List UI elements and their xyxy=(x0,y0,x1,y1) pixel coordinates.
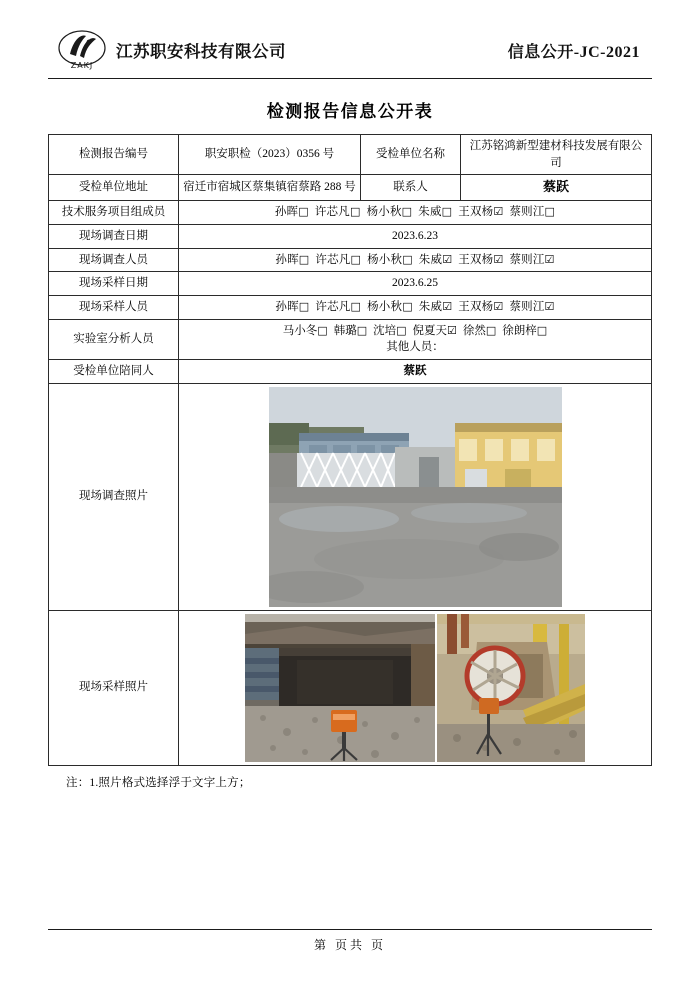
document-code: 信息公开-JC-2021 xyxy=(507,43,640,61)
checkbox-unchecked-icon[interactable]: □ xyxy=(298,299,310,313)
person-name: 蔡则江 xyxy=(509,300,545,313)
person-checkbox-item[interactable] xyxy=(458,252,503,269)
checkbox-unchecked-icon[interactable]: □ xyxy=(350,252,362,266)
person-checkbox-item[interactable] xyxy=(367,299,413,316)
checkbox-unchecked-icon[interactable]: □ xyxy=(298,205,309,219)
person-name: 沈培 xyxy=(373,324,397,337)
sampling-staff-label: 现场采样人员 xyxy=(49,295,179,319)
lab-staff-label: 实验室分析人员 xyxy=(49,319,179,359)
person-checkbox-item[interactable] xyxy=(418,204,452,221)
person-checkbox-item[interactable] xyxy=(413,323,457,340)
page-title: 检测报告信息公开表 xyxy=(266,102,434,121)
person-checkbox-item[interactable] xyxy=(419,252,452,269)
photo-sampling-cell xyxy=(179,610,652,765)
page-footer xyxy=(48,929,652,953)
person-checkbox-item[interactable] xyxy=(315,252,361,269)
page-number: 第 页共 页 xyxy=(313,938,386,952)
checkbox-checked-icon[interactable]: ☑ xyxy=(493,252,504,266)
svg-text:ZAKJ: ZAKJ xyxy=(70,61,94,70)
table-row xyxy=(49,175,652,201)
person-checkbox-item[interactable] xyxy=(283,323,328,340)
survey-photo xyxy=(269,387,562,607)
checkbox-checked-icon[interactable]: ☑ xyxy=(544,252,555,266)
checkbox-unchecked-icon[interactable]: □ xyxy=(317,323,328,337)
person-name: 蔡则江 xyxy=(509,253,545,266)
person-checkbox-item[interactable] xyxy=(315,299,361,316)
report-no-label: 检测报告编号 xyxy=(49,135,179,175)
client-value: 江苏铭鸿新型建材科技发展有限公司 xyxy=(461,135,652,175)
person-checkbox-item[interactable] xyxy=(509,204,555,221)
sampling-photo-right xyxy=(437,614,585,762)
address-value: 宿迁市宿城区蔡集镇宿蔡路 288 号 xyxy=(179,175,361,201)
checkbox-unchecked-icon[interactable]: □ xyxy=(396,323,407,337)
person-name: 杨小秋 xyxy=(366,206,402,219)
person-checkbox-item[interactable] xyxy=(367,252,413,269)
escort-value: 蔡跃 xyxy=(179,359,652,383)
person-checkbox-item[interactable] xyxy=(463,323,496,340)
checkbox-checked-icon[interactable]: ☑ xyxy=(544,299,555,313)
escort-label: 受检单位陪同人 xyxy=(49,359,179,383)
contact-value: 蔡跃 xyxy=(461,175,652,201)
person-name: 王双杨 xyxy=(458,253,494,266)
footnote: 注：1.照片格式选择浮于文字上方； xyxy=(66,776,251,789)
survey-staff-label: 现场调查人员 xyxy=(49,248,179,272)
person-checkbox-item[interactable] xyxy=(275,204,309,221)
person-checkbox-item[interactable] xyxy=(458,204,503,221)
checkbox-checked-icon[interactable]: ☑ xyxy=(442,252,453,266)
team-members xyxy=(179,201,652,225)
checkbox-unchecked-icon[interactable]: □ xyxy=(298,252,310,266)
person-checkbox-item[interactable] xyxy=(315,204,361,221)
person-name: 朱威 xyxy=(418,300,443,313)
checkbox-checked-icon[interactable]: ☑ xyxy=(447,323,457,337)
sampling-photo-left xyxy=(245,614,435,762)
person-checkbox-item[interactable] xyxy=(458,299,503,316)
person-name: 马小冬 xyxy=(282,324,318,337)
table-row xyxy=(49,272,652,296)
sampling-date-label: 现场采样日期 xyxy=(49,272,179,296)
company-logo-icon xyxy=(56,28,108,72)
photo-sampling-label: 现场采样照片 xyxy=(49,610,179,765)
footer-divider xyxy=(48,929,652,930)
checkbox-checked-icon[interactable]: ☑ xyxy=(493,205,504,219)
lab-staff xyxy=(179,319,652,359)
table-row xyxy=(49,224,652,248)
person-name: 王双杨 xyxy=(458,300,494,313)
photo-survey-label: 现场调查照片 xyxy=(49,383,179,610)
person-checkbox-item[interactable] xyxy=(502,323,547,340)
checkbox-unchecked-icon[interactable]: □ xyxy=(536,323,548,337)
person-name: 孙晖 xyxy=(274,206,299,219)
table-row xyxy=(49,135,652,175)
client-label: 受检单位名称 xyxy=(361,135,461,175)
person-checkbox-item[interactable] xyxy=(334,323,367,340)
person-name: 徐朗梓 xyxy=(502,324,537,337)
person-name: 王双杨 xyxy=(458,206,494,219)
person-checkbox-item[interactable] xyxy=(275,299,309,316)
person-name: 徐然 xyxy=(462,324,486,337)
team-label: 技术服务项目组成员 xyxy=(49,201,179,225)
person-name: 朱威 xyxy=(418,253,443,266)
checkbox-unchecked-icon[interactable]: □ xyxy=(544,205,556,219)
person-checkbox-item[interactable] xyxy=(419,299,452,316)
table-row xyxy=(49,359,652,383)
checkbox-unchecked-icon[interactable]: □ xyxy=(356,323,368,337)
checkbox-unchecked-icon[interactable]: □ xyxy=(349,205,361,219)
person-name: 韩璐 xyxy=(333,324,357,337)
person-name: 杨小秋 xyxy=(367,253,403,266)
checkbox-unchecked-icon[interactable]: □ xyxy=(350,299,362,313)
table-row xyxy=(49,201,652,225)
lab-staff-list xyxy=(183,323,647,340)
person-name: 孙晖 xyxy=(275,300,299,313)
table-row xyxy=(49,248,652,272)
person-checkbox-item[interactable] xyxy=(509,252,554,269)
checkbox-checked-icon[interactable]: ☑ xyxy=(493,299,504,313)
contact-label: 联系人 xyxy=(361,175,461,201)
person-name: 杨小秋 xyxy=(367,300,403,313)
info-table xyxy=(48,134,652,766)
survey-staff xyxy=(179,248,652,272)
sampling-date-value: 2023.6.25 xyxy=(179,272,652,296)
checkbox-unchecked-icon[interactable]: □ xyxy=(402,252,413,266)
person-checkbox-item[interactable] xyxy=(367,204,413,221)
company-name: 江苏职安科技有限公司 xyxy=(116,42,286,61)
checkbox-unchecked-icon[interactable]: □ xyxy=(485,323,497,337)
checkbox-checked-icon[interactable]: ☑ xyxy=(442,299,453,313)
page-header xyxy=(48,28,652,79)
checkbox-unchecked-icon[interactable]: □ xyxy=(401,205,413,219)
person-checkbox-item[interactable] xyxy=(373,323,406,340)
table-row-photo-sampling xyxy=(49,610,652,765)
person-checkbox-item[interactable] xyxy=(509,299,554,316)
table-row-photo-survey xyxy=(49,383,652,610)
photo-survey-cell xyxy=(179,383,652,610)
person-name: 许芯凡 xyxy=(315,300,351,313)
person-name: 孙晖 xyxy=(275,253,299,266)
sampling-staff xyxy=(179,295,652,319)
company-brand xyxy=(56,28,286,72)
person-name: 倪夏天 xyxy=(412,324,448,337)
survey-date-value: 2023.6.23 xyxy=(179,224,652,248)
lab-staff-other: 其他人员： xyxy=(386,341,444,354)
table-row xyxy=(49,295,652,319)
person-checkbox-item[interactable] xyxy=(275,252,309,269)
report-no-value: 职安职检（2023）0356 号 xyxy=(179,135,361,175)
person-name: 许芯凡 xyxy=(315,253,351,266)
survey-date-label: 现场调查日期 xyxy=(49,224,179,248)
person-name: 朱威 xyxy=(418,206,442,219)
table-row xyxy=(49,319,652,359)
address-label: 受检单位地址 xyxy=(49,175,179,201)
person-name: 蔡则江 xyxy=(509,206,545,219)
person-name: 许芯凡 xyxy=(314,206,350,219)
checkbox-unchecked-icon[interactable]: □ xyxy=(402,299,413,313)
checkbox-unchecked-icon[interactable]: □ xyxy=(441,205,453,219)
